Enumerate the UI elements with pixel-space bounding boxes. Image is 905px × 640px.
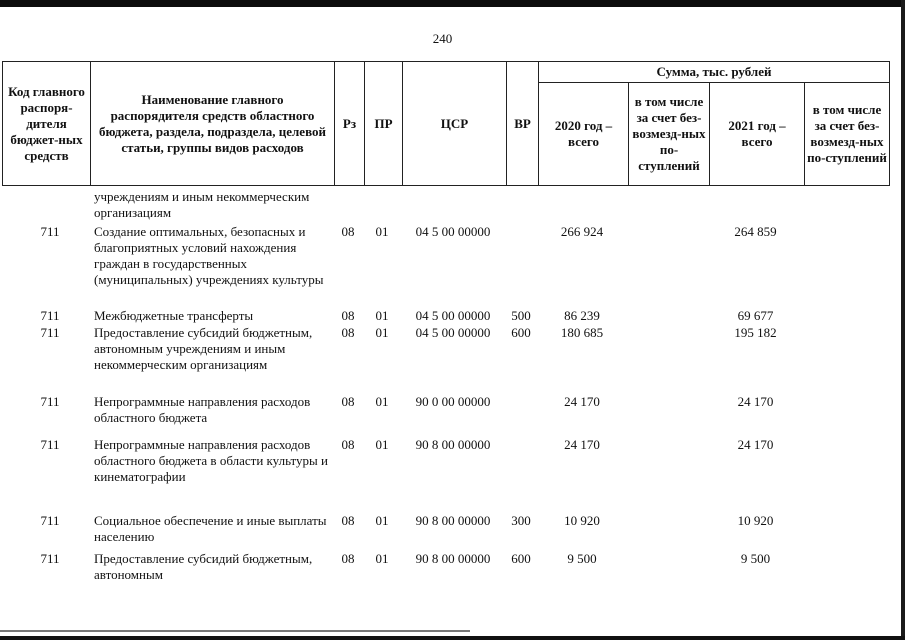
cell-name: Социальное обеспечение и иные выплаты населению — [94, 513, 327, 544]
cell-code: 711 — [40, 224, 60, 239]
cell-2021-total: 24 170 — [737, 394, 774, 409]
cell-2020-total: 24 170 — [564, 437, 600, 452]
scan-bottom-border — [0, 636, 905, 640]
cell-pr: 01 — [375, 308, 389, 323]
cell-name: Непрограммные направления расходов областного бюджета в области культуры и кинематографии — [94, 437, 328, 484]
cell-name: учреждениям и иным некоммерческим организациям — [94, 189, 310, 220]
cell-2020-total: 86 239 — [564, 308, 600, 323]
cell-rz: 08 — [341, 394, 355, 409]
cell-code: 711 — [40, 437, 60, 452]
cell-name: Предоставление субсидий бюджетным, автономным — [94, 551, 313, 582]
cell-2021-total: 69 677 — [737, 308, 774, 323]
header-vr: ВР — [506, 61, 539, 186]
header-2020-grants: в том числе за счет без-возмезд-ных по-ступлений — [628, 82, 710, 186]
cell-vr: 600 — [511, 325, 531, 340]
cell-pr: 01 — [375, 394, 389, 409]
cell-pr: 01 — [375, 513, 389, 528]
cell-csr: 90 8 00 00000 — [415, 551, 491, 566]
cell-csr: 04 5 00 00000 — [415, 325, 491, 340]
cell-2021-total: 24 170 — [737, 437, 774, 452]
cell-2020-total: 10 920 — [564, 513, 600, 528]
cell-csr: 90 0 00 00000 — [415, 394, 491, 409]
cell-name: Создание оптимальных, безопасных и благоприятных условий нахождения граждан в государственных (муниципальных) учреждениях культуры — [94, 224, 324, 287]
cell-rz: 08 — [341, 513, 355, 528]
cell-csr: 90 8 00 00000 — [415, 513, 491, 528]
cell-pr: 01 — [375, 325, 389, 340]
cell-csr: 90 8 00 00000 — [415, 437, 491, 452]
cell-name: Межбюджетные трансферты — [94, 308, 254, 323]
cell-2020-total: 9 500 — [567, 551, 597, 566]
scan-top-border — [0, 0, 905, 7]
cell-2020-total: 180 685 — [560, 325, 604, 340]
cell-rz: 08 — [341, 551, 355, 566]
cell-csr: 04 5 00 00000 — [415, 308, 491, 323]
cell-rz: 08 — [341, 308, 355, 323]
cell-pr: 01 — [375, 437, 389, 452]
cell-csr: 04 5 00 00000 — [415, 224, 491, 239]
table-header — [2, 61, 890, 186]
header-sum: Сумма, тыс. рублей — [538, 61, 890, 83]
cell-2021-total: 195 182 — [734, 325, 777, 340]
scan-artifact-line — [0, 630, 470, 632]
cell-2020-total: 266 924 — [560, 224, 604, 239]
cell-name: Предоставление субсидий бюджетным, автономным учреждениям и иным некоммерческим организациям — [94, 325, 313, 372]
scan-right-border — [901, 0, 905, 640]
cell-pr: 01 — [375, 551, 389, 566]
cell-code: 711 — [40, 325, 60, 340]
cell-vr: 300 — [511, 513, 531, 528]
header-pr: ПР — [364, 61, 403, 186]
cell-rz: 08 — [341, 437, 355, 452]
page-number: 240 — [432, 31, 453, 46]
cell-2021-total: 9 500 — [740, 551, 771, 566]
header-code: Код главного распоря-дителя бюджет-ных средств — [2, 61, 91, 186]
cell-2021-total: 10 920 — [737, 513, 774, 528]
cell-vr: 500 — [511, 308, 531, 323]
cell-code: 711 — [40, 308, 60, 323]
header-name: Наименование главного распорядителя средств областного бюджета, раздела, подраздела, целевой статьи, группы видов расходов — [90, 61, 335, 186]
cell-pr: 01 — [375, 224, 389, 239]
cell-2021-total: 264 859 — [734, 224, 777, 239]
cell-code: 711 — [40, 513, 60, 528]
header-rz: Рз — [334, 61, 365, 186]
header-csr: ЦСР — [402, 61, 507, 186]
cell-name: Непрограммные направления расходов областного бюджета — [94, 394, 311, 425]
cell-rz: 08 — [341, 325, 355, 340]
cell-2020-total: 24 170 — [564, 394, 600, 409]
cell-code: 711 — [40, 394, 60, 409]
header-2021-grants: в том числе за счет без-возмезд-ных по-ступлений — [804, 82, 890, 186]
header-2021-total: 2021 год – всего — [709, 82, 805, 186]
cell-rz: 08 — [341, 224, 355, 239]
cell-code: 711 — [40, 551, 60, 566]
cell-vr: 600 — [511, 551, 531, 566]
header-2020-total: 2020 год – всего — [538, 82, 629, 186]
